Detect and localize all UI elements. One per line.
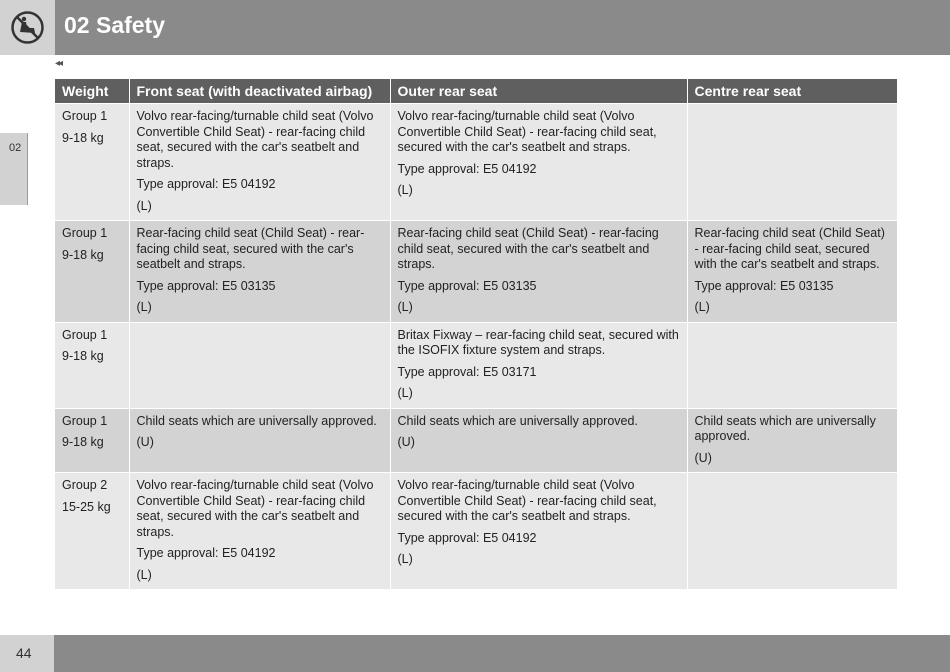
weight-cell [55,104,129,221]
cell-text: Group 1 [62,327,108,342]
cell-text: Type approval: E5 04192 [136,546,276,560]
table-row [55,473,897,590]
outer-rear-seat-cell [390,322,687,408]
page-title: 02 Safety [64,12,166,38]
weight-cell [55,221,129,323]
centre-rear-seat-cell [687,221,897,323]
page-number: 44 [16,645,32,661]
weight-cell [55,322,129,408]
cell-text: (L) [694,300,710,314]
chapter-tab-label: 02 [9,142,22,154]
table-row [55,221,897,323]
cell-text: 9-18 kg [62,130,104,145]
cell-text: (L) [136,567,152,582]
centre-rear-seat-cell [687,473,897,590]
cell-text: 15-25 kg [62,499,111,514]
front-seat-cell [129,221,390,323]
page-number-box [0,635,54,672]
outer-rear-seat-cell [390,473,687,590]
cell-text: 9-18 kg [62,435,104,449]
weight-cell [55,408,129,473]
back-arrows-icon[interactable]: ◂◂ [55,58,62,69]
cell-text: (L) [397,386,413,400]
front-seat-cell [129,322,390,408]
cell-text: Type approval: E5 03171 [397,364,537,379]
cell-text: Child seats which are universally approved. [136,413,377,428]
child-seat-table [55,79,897,589]
cell-text: Group 2 [62,478,108,492]
cell-text: (L) [397,183,413,197]
front-seat-cell [129,408,390,473]
table-row [55,322,897,408]
centre-rear-seat-cell [687,104,897,221]
cell-text: (L) [397,552,413,566]
table-header-row [55,79,897,104]
cell-text: Rear-facing child seat (Child Seat) - rear-facing child seat, secured with the car's seatbelt and straps. [397,226,659,271]
outer-rear-seat-cell [390,104,687,221]
weight-cell [55,473,129,590]
cell-text: (L) [397,300,413,314]
cell-text: (L) [136,300,152,314]
header-bar [0,0,950,55]
cell-text: 9-18 kg [62,247,104,262]
cell-text: (L) [136,198,152,213]
cell-text: Type approval: E5 04192 [397,161,537,176]
cell-text: (U) [397,435,415,449]
child-seat-prohibited-icon [10,10,45,45]
cell-text: Type approval: E5 03135 [136,278,276,293]
footer-bar [0,635,950,672]
cell-text: Group 1 [62,109,108,123]
chapter-tab[interactable] [0,133,28,205]
cell-text: 9-18 kg [62,349,104,363]
cell-text: (U) [136,435,154,449]
header-icon-box [0,0,55,55]
column-header-front-seat: Front seat (with deactivated airbag) [129,79,390,104]
cell-text: Britax Fixway – rear-facing child seat, secured with the ISOFIX fixture system and straps. [397,327,679,357]
outer-rear-seat-cell [390,221,687,323]
cell-text: Type approval: E5 04192 [397,530,537,545]
cell-text: (U) [694,450,712,465]
cell-text: Child seats which are universally approved. [694,413,876,443]
cell-text: Volvo rear-facing/turnable child seat (Volvo Convertible Child Seat) - rear-facing child seat, secured with the car's seatbelt and straps. [136,109,374,170]
cell-text: Volvo rear-facing/turnable child seat (Volvo Convertible Child Seat) - rear-facing child seat, secured with the car's seatbelt and straps. [136,478,374,539]
cell-text: Group 1 [62,226,108,240]
front-seat-cell [129,104,390,221]
cell-text: Group 1 [62,413,108,428]
cell-text: Type approval: E5 03135 [694,278,834,293]
outer-rear-seat-cell [390,408,687,473]
table-row [55,408,897,473]
front-seat-cell [129,473,390,590]
cell-text: Rear-facing child seat (Child Seat) - rear-facing child seat, secured with the car's seatbelt and straps. [694,226,885,271]
column-header-weight: Weight [55,79,129,104]
centre-rear-seat-cell [687,322,897,408]
cell-text: Volvo rear-facing/turnable child seat (Volvo Convertible Child Seat) - rear-facing child seat, secured with the car's seatbelt and straps. [397,478,657,523]
cell-text: Rear-facing child seat (Child Seat) - rear-facing child seat, secured with the car's seatbelt and straps. [136,226,365,271]
centre-rear-seat-cell [687,408,897,473]
cell-text: Child seats which are universally approved. [397,413,638,428]
cell-text: Volvo rear-facing/turnable child seat (Volvo Convertible Child Seat) - rear-facing child seat, secured with the car's seatbelt and straps. [397,109,657,154]
table-row [55,104,897,221]
cell-text: Type approval: E5 04192 [136,177,276,191]
cell-text: Type approval: E5 03135 [397,278,537,293]
column-header-outer-rear-seat: Outer rear seat [390,79,687,104]
column-header-centre-rear-seat: Centre rear seat [687,79,897,104]
